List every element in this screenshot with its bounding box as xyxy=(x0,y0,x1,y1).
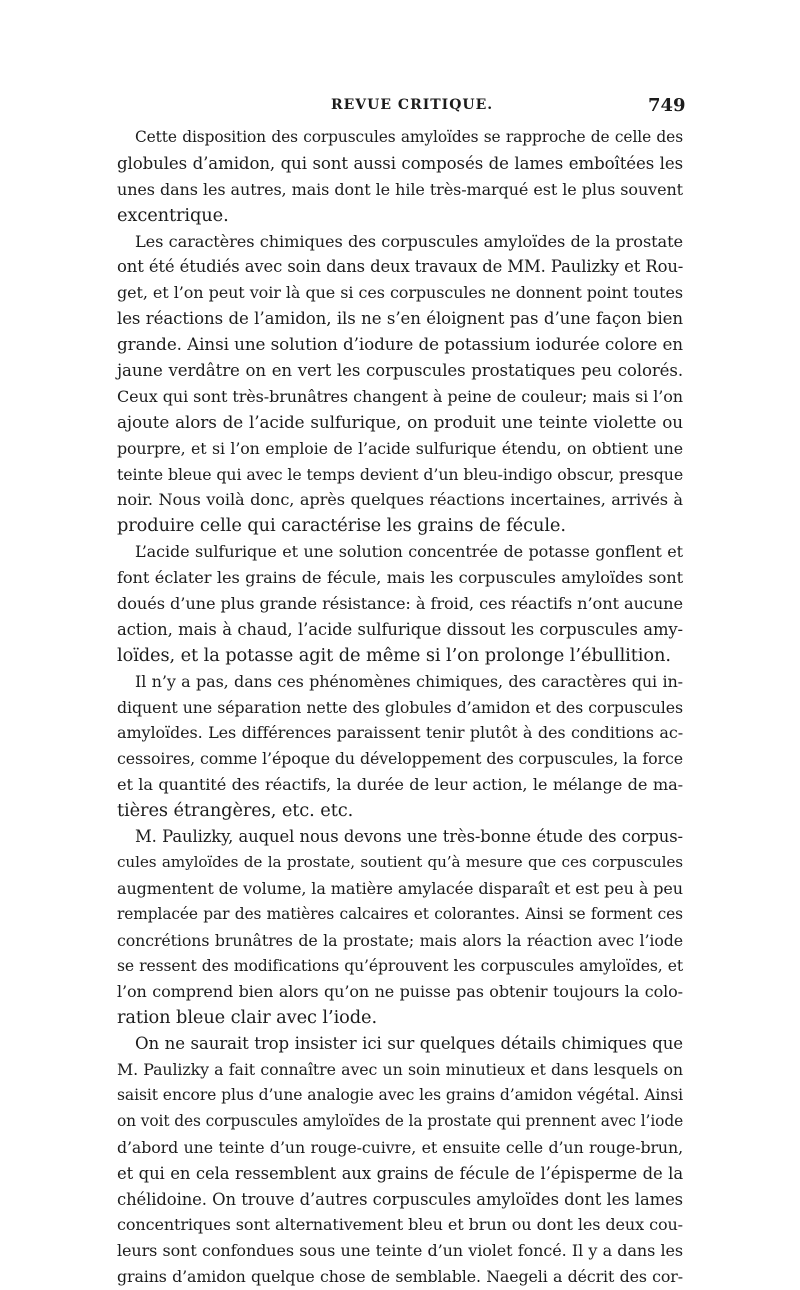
text-line: font éclater les grains de fécule, mais les corpuscules amyloïdes sont xyxy=(117,568,683,588)
text-line: Cette disposition des corpuscules amyloïdes se rapproche de celle des xyxy=(135,128,683,146)
text-line: augmentent de volume, la matière amylacée disparaît et est peu à peu xyxy=(117,878,683,898)
text-line: cules amyloïdes de la prostate, soutient qu’à mesure que ces corpuscules xyxy=(117,852,683,871)
text-line: L’acide sulfurique et une solution concentrée de potasse gonflent et xyxy=(135,542,683,562)
text-line: et qui en cela ressemblent aux grains de fécule de l’épisperme de la xyxy=(117,1163,683,1183)
text-line: pourpre, et si l’on emploie de l’acide sulfurique étendu, on obtient une xyxy=(117,438,683,458)
running-title: REVUE CRITIQUE. xyxy=(331,97,494,113)
text-line: jaune verdâtre on en vert les corpuscules prostatiques peu colorés. xyxy=(117,361,683,381)
text-line: Les caractères chimiques des corpuscules amyloïdes de la prostate xyxy=(135,231,683,251)
text-line: produire celle qui caractérise les grains de fécule. xyxy=(117,515,566,537)
text-line: chélidoine. On trouve d’autres corpuscules amyloïdes dont les lames xyxy=(117,1189,683,1209)
text-line: se ressent des modifications qu’éprouvent les corpuscules amyloïdes, et xyxy=(117,956,683,975)
text-line: Ceux qui sont très-brunâtres changent à peine de couleur; mais si l’on xyxy=(117,386,683,406)
text-line: On ne saurait trop insister ici sur quelques détails chimiques que xyxy=(135,1034,683,1054)
text-line: d’abord une teinte d’un rouge-cuivre, et ensuite celle d’un rouge-brun, xyxy=(117,1137,683,1157)
text-line: M. Paulizky, auquel nous devons une très-bonne étude des corpus- xyxy=(135,827,683,847)
text-line: les réactions de l’amidon, ils ne s’en éloignent pas d’une façon bien xyxy=(117,309,683,329)
text-line: M. Paulizky a fait connaître avec un soin minutieux et dans lesquels on xyxy=(117,1060,683,1080)
text-line: concentriques sont alternativement bleu et brun ou dont les deux cou- xyxy=(117,1215,683,1235)
running-head xyxy=(0,97,800,121)
text-line: Il n’y a pas, dans ces phénomènes chimiques, des caractères qui in- xyxy=(135,671,683,691)
page-number: 749 xyxy=(648,95,686,116)
text-line: noir. Nous voilà donc, après quelques réactions incertaines, arrivés à xyxy=(117,490,683,510)
text-line: ajoute alors de l’acide sulfurique, on produit une teinte violette ou xyxy=(117,411,683,432)
text-line: leurs sont confondues sous une teinte d’un violet foncé. Il y a dans les xyxy=(117,1241,683,1261)
text-line: doués d’une plus grande résistance: à froid, ces réactifs n’ont aucune xyxy=(117,594,683,614)
text-line: amyloïdes. Les différences paraissent tenir plutôt à des conditions ac- xyxy=(117,723,683,743)
text-line: action, mais à chaud, l’acide sulfurique dissout les corpuscules amy- xyxy=(117,619,683,639)
text-line: l’on comprend bien alors qu’on ne puisse pas obtenir toujours la colo- xyxy=(117,982,683,1002)
text-line: tières étrangères, etc. etc. xyxy=(117,800,354,822)
text-line: remplacée par des matières calcaires et colorantes. Ainsi se forment ces xyxy=(117,904,683,923)
text-line: get, et l’on peut voir là que si ces corpuscules ne donnent point toutes xyxy=(117,283,683,303)
text-line: teinte bleue qui avec le temps devient d’un bleu-indigo obscur, presque xyxy=(117,464,684,484)
text-line: ration bleue clair avec l’iode. xyxy=(117,1007,378,1029)
text-line: ont été étudiés avec soin dans deux travaux de MM. Paulizky et Rou- xyxy=(117,257,684,277)
text-line: excentrique. xyxy=(117,204,229,226)
text-line: unes dans les autres, mais dont le hile très-marqué est le plus souvent xyxy=(117,179,683,199)
text-line: et la quantité des réactifs, la durée de leur action, le mélange de ma- xyxy=(117,775,683,795)
text-line: diquent une séparation nette des globules d’amidon et des corpuscules xyxy=(117,697,683,717)
text-line: on voit des corpuscules amyloïdes de la prostate qui prennent avec l’iode xyxy=(117,1111,684,1130)
text-line: loïdes, et la potasse agit de même si l’on prolonge l’ébullition. xyxy=(117,644,671,666)
text-line: concrétions brunâtres de la prostate; mais alors la réaction avec l’iode xyxy=(117,930,683,950)
text-line: grains d’amidon quelque chose de semblable. Naegeli a décrit des cor- xyxy=(117,1267,683,1287)
body-text xyxy=(117,125,683,1290)
text-line: saisit encore plus d’une analogie avec les grains d’amidon végétal. Ainsi xyxy=(117,1085,683,1104)
text-line: grande. Ainsi une solution d’iodure de potassium iodurée colore en xyxy=(117,334,683,355)
text-line: globules d’amidon, qui sont aussi composés de lames emboîtées les xyxy=(117,153,683,173)
text-line: cessoires, comme l’époque du développement des corpuscules, la force xyxy=(117,749,683,769)
